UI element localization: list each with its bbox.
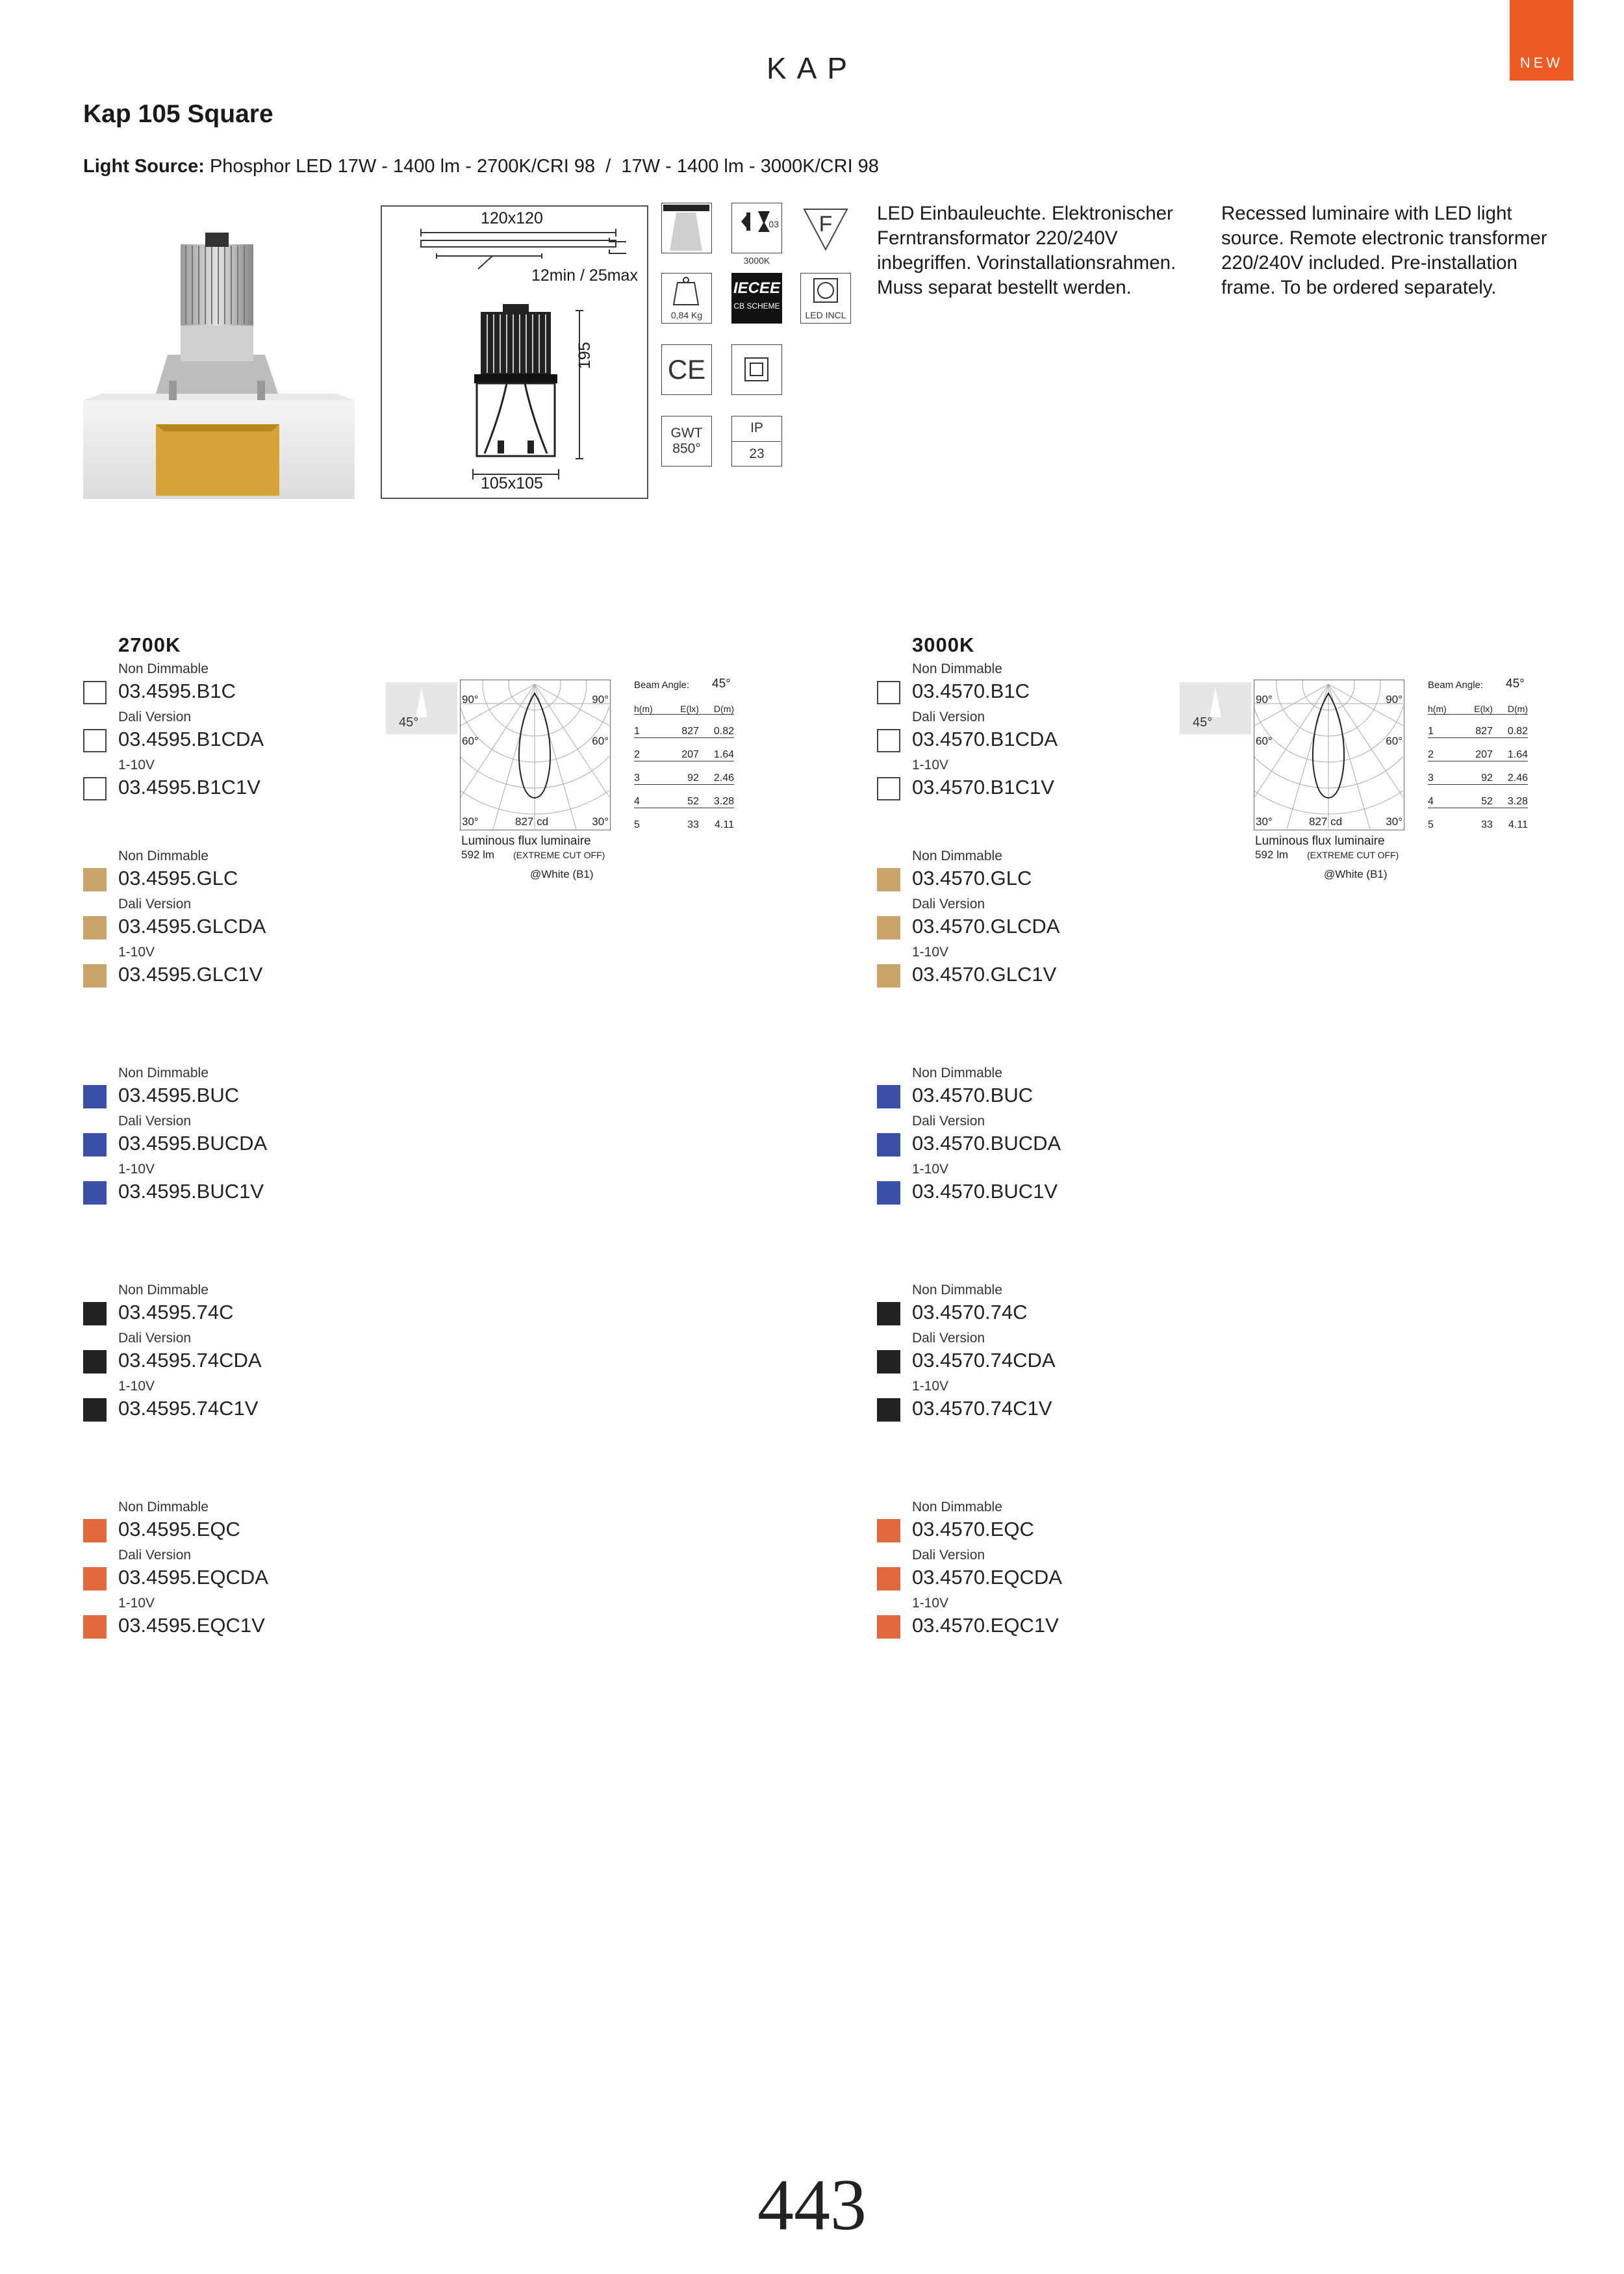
product-code: 03.4570.BUC <box>912 1084 1034 1106</box>
variant-type-label: Dali Version <box>912 897 985 912</box>
product-code: 03.4595.BUCDA <box>118 1132 268 1155</box>
variant-type-label: 1-10V <box>912 1596 949 1611</box>
variant-type-label: Non Dimmable <box>912 1066 1002 1080</box>
variant-type-label: 1-10V <box>118 1596 155 1611</box>
table-cell: 4.11 <box>1508 819 1528 830</box>
temp-heading-3000K: 3000K <box>912 633 975 656</box>
table-row <box>1428 761 1528 785</box>
weight-scale-icon <box>662 274 711 310</box>
finish-swatch <box>83 868 107 891</box>
illuminance-table <box>634 691 734 831</box>
product-code: 03.4570.GLC1V <box>912 963 1057 986</box>
finish-swatch <box>877 1615 900 1639</box>
finish-swatch <box>83 1567 107 1591</box>
product-code: 03.4570.EQC <box>912 1518 1034 1540</box>
light-source-text: Phosphor LED 17W - 1400 lm - 2700K/CRI 98 / 17W - 1400 lm - 3000K/CRI 98 <box>209 156 879 177</box>
table-cell: 4.11 <box>715 819 734 830</box>
table-cell: 2 <box>1428 738 1460 761</box>
finish-swatch <box>877 1085 900 1108</box>
variant-type-label: Dali Version <box>912 1548 985 1563</box>
variant-type-label: 1-10V <box>118 945 155 960</box>
polar-deg90-left: 90° <box>462 693 479 706</box>
product-code: 03.4570.EQC1V <box>912 1614 1059 1637</box>
white-finish-swatch <box>877 777 900 800</box>
variant-type-label: Dali Version <box>912 709 985 724</box>
flux-label: Luminous flux luminaire <box>1255 834 1385 848</box>
variant-type-label: 1-10V <box>912 1162 949 1177</box>
product-code: 03.4570.B1C1V <box>912 776 1054 798</box>
table-cell: 3 <box>1428 761 1460 785</box>
beam-angle-icon <box>386 682 457 734</box>
led-incl-icon <box>800 273 851 324</box>
table-cell: 4 <box>1428 785 1460 808</box>
finish-swatch <box>83 1350 107 1373</box>
energy-class-value: 03 <box>768 219 779 229</box>
white-finish-swatch <box>83 729 107 752</box>
variant-type-label: Non Dimmable <box>118 849 209 863</box>
polar-curve-svg <box>1254 680 1403 829</box>
table-header: E(lx) <box>1460 691 1493 715</box>
height-label: 195 <box>576 342 594 369</box>
double-square-icon <box>732 345 781 394</box>
variant-type-label: Dali Version <box>118 1114 192 1129</box>
product-code: 03.4595.EQC1V <box>118 1614 265 1637</box>
table-cell: 3 <box>634 761 666 785</box>
cutoff-label: (EXTREME CUT OFF) <box>513 850 605 860</box>
iecee-label: IECEE <box>733 279 781 297</box>
flux-value: 592 lm <box>1255 849 1289 861</box>
product-code: 03.4595.GLC <box>118 867 238 889</box>
product-code: 03.4595.74CDA <box>118 1349 262 1372</box>
table-cell: 33 <box>1481 819 1493 830</box>
variant-type-label: Non Dimmable <box>912 661 1002 676</box>
product-code: 03.4595.74C1V <box>118 1397 259 1420</box>
table-cell: 827 <box>666 715 699 738</box>
finish-swatch <box>83 916 107 939</box>
product-code: 03.4570.EQCDA <box>912 1566 1062 1589</box>
product-code: 03.4570.GLCDA <box>912 915 1060 938</box>
table-cell: 1 <box>1428 715 1460 738</box>
variant-type-label: Non Dimmable <box>912 1283 1002 1297</box>
table-cell: 3.28 <box>699 785 734 808</box>
beam-angle-caption: Beam Angle: <box>634 680 690 691</box>
product-code: 03.4595.BUC1V <box>118 1180 264 1203</box>
ip-label: IP <box>750 420 763 435</box>
f-mark-icon <box>800 203 851 253</box>
variant-type-label: Dali Version <box>118 1548 192 1563</box>
product-code: 03.4595.EQCDA <box>118 1566 268 1589</box>
table-cell: 52 <box>1460 785 1493 808</box>
variant-type-label: Non Dimmable <box>912 1500 1002 1514</box>
polar-deg60-left: 60° <box>1256 735 1273 747</box>
finish-swatch <box>83 1181 107 1205</box>
product-code: 03.4570.74CDA <box>912 1349 1056 1372</box>
variant-type-label: Dali Version <box>118 1331 192 1346</box>
table-cell: 4 <box>634 785 666 808</box>
variant-type-label: Non Dimmable <box>912 849 1002 863</box>
beam-cone-icon <box>386 682 457 734</box>
product-title: Kap 105 Square <box>83 100 273 128</box>
product-code: 03.4570.B1CDA <box>912 728 1058 750</box>
optic-icon <box>661 203 712 253</box>
thickness-label: 12min / 25max <box>531 266 638 285</box>
product-photo-svg <box>83 205 355 499</box>
variant-type-label: Non Dimmable <box>118 1066 209 1080</box>
table-header: h(m) <box>634 691 666 715</box>
variant-type-label: 1-10V <box>912 1379 949 1394</box>
table-cell: 207 <box>666 738 699 761</box>
table-cell: 52 <box>666 785 699 808</box>
gwt-label: GWT <box>670 426 703 441</box>
beam-angle-icon <box>1180 682 1251 734</box>
product-code: 03.4595.GLC1V <box>118 963 263 986</box>
flux-value: 592 lm <box>461 849 495 861</box>
finish-swatch <box>877 1133 900 1156</box>
finish-swatch <box>83 1398 107 1422</box>
table-header: D(m) <box>1493 691 1528 715</box>
class-ii-icon <box>731 344 782 395</box>
product-code: 03.4570.74C <box>912 1301 1028 1323</box>
finish-swatch <box>877 1519 900 1542</box>
ip-divider <box>732 441 781 442</box>
table-header: E(lx) <box>666 691 699 715</box>
beam-angle-label: 45° <box>1193 715 1213 730</box>
light-source-label: Light Source: <box>83 156 205 177</box>
white-finish-swatch <box>83 777 107 800</box>
beam-angle-value: 45° <box>1506 677 1525 691</box>
technical-drawing <box>381 205 648 499</box>
product-code: 03.4570.BUCDA <box>912 1132 1061 1155</box>
variant-type-label: Dali Version <box>912 1331 985 1346</box>
description-en: Recessed luminaire with LED light source. Remote electronic transformer 220/240V included. Pre-installation frame. To be ordered separately. <box>1221 203 1547 298</box>
table-row <box>634 808 734 832</box>
iecee-sub: CB SCHEME <box>733 301 780 311</box>
beam-cone-icon <box>1180 682 1251 734</box>
variant-type-label: Non Dimmable <box>118 1283 209 1297</box>
product-code: 03.4570.B1C <box>912 680 1030 702</box>
ce-label: CE <box>667 354 706 385</box>
table-cell: 1.64 <box>1493 738 1528 761</box>
finish-swatch <box>83 1085 107 1108</box>
brand-title: KAP <box>766 51 858 85</box>
iecee-icon <box>731 273 782 324</box>
table-cell: 1 <box>634 715 666 738</box>
product-code: 03.4570.GLC <box>912 867 1032 889</box>
led-bulb-icon <box>801 274 850 310</box>
product-code: 03.4595.74C <box>118 1301 234 1323</box>
energy-temp-value: 3000K <box>743 255 770 266</box>
frame-size-label: 120x120 <box>481 209 543 227</box>
table-row <box>634 785 734 808</box>
drawing-svg <box>382 207 647 498</box>
finish-swatch <box>83 1615 107 1639</box>
table-row <box>634 715 734 738</box>
ip-icon <box>731 416 782 466</box>
weight-value: 0,84 Kg <box>670 310 703 320</box>
table-row <box>1428 738 1528 761</box>
table-header: h(m) <box>1428 691 1460 715</box>
finish-label: @White (B1) <box>530 868 594 880</box>
beam-angle-caption: Beam Angle: <box>1428 680 1484 691</box>
table-row <box>1428 785 1528 808</box>
table-cell: 207 <box>1460 738 1493 761</box>
beam-angle-label: 45° <box>399 715 419 730</box>
finish-swatch <box>877 1302 900 1325</box>
led-incl-label: LED INCL <box>805 310 846 320</box>
product-code: 03.4595.B1C1V <box>118 776 260 798</box>
variant-type-label: 1-10V <box>118 1379 155 1394</box>
polar-deg30-right: 30° <box>1386 815 1402 828</box>
table-cell: 5 <box>1428 819 1434 830</box>
polar-deg90-right: 90° <box>1386 693 1402 706</box>
weight-icon <box>661 273 712 324</box>
polar-deg60-right: 60° <box>592 735 609 747</box>
page-number: 443 <box>757 2165 867 2245</box>
variant-type-label: Dali Version <box>118 897 192 912</box>
polar-deg30-right: 30° <box>592 815 609 828</box>
table-cell: 2 <box>634 738 666 761</box>
polar-cd: 827 cd <box>1309 815 1343 828</box>
table-header: D(m) <box>699 691 734 715</box>
beam-optic-icon <box>662 203 711 252</box>
finish-swatch <box>877 1350 900 1373</box>
flux-label: Luminous flux luminaire <box>461 834 591 848</box>
table-cell: 3.28 <box>1493 785 1528 808</box>
variant-type-label: 1-10V <box>118 1162 155 1177</box>
finish-swatch <box>83 1133 107 1156</box>
table-row <box>634 761 734 785</box>
gwt-icon <box>661 416 712 466</box>
light-source-line <box>83 156 879 177</box>
variant-type-label: Non Dimmable <box>118 661 209 676</box>
table-cell: 0.82 <box>1493 715 1528 738</box>
finish-swatch <box>877 868 900 891</box>
product-code: 03.4595.B1CDA <box>118 728 264 750</box>
polar-deg90-left: 90° <box>1256 693 1273 706</box>
polar-curve-svg <box>461 680 609 829</box>
polar-deg30-left: 30° <box>462 815 479 828</box>
polar-deg30-left: 30° <box>1256 815 1273 828</box>
finish-swatch <box>877 1567 900 1591</box>
white-finish-swatch <box>83 681 107 704</box>
white-finish-swatch <box>877 729 900 752</box>
product-photo <box>83 205 355 499</box>
white-finish-swatch <box>877 681 900 704</box>
variant-type-label: Dali Version <box>118 709 192 724</box>
polar-deg90-right: 90° <box>592 693 609 706</box>
product-code: 03.4595.EQC <box>118 1518 240 1540</box>
table-cell: 0.82 <box>699 715 734 738</box>
finish-swatch <box>83 964 107 988</box>
polar-cd: 827 cd <box>515 815 549 828</box>
table-cell: 33 <box>687 819 699 830</box>
ip-value: 23 <box>749 446 765 461</box>
finish-swatch <box>83 1519 107 1542</box>
finish-swatch <box>877 964 900 988</box>
product-code: 03.4570.74C1V <box>912 1397 1052 1420</box>
variant-type-label: 1-10V <box>118 758 155 773</box>
f-mark-letter: F <box>818 212 833 236</box>
polar-diagram <box>460 680 611 830</box>
new-badge-label: NEW <box>1519 55 1564 71</box>
table-cell: 827 <box>1460 715 1493 738</box>
cutoff-label: (EXTREME CUT OFF) <box>1307 850 1399 860</box>
table-header-row <box>1428 691 1528 715</box>
product-code: 03.4595.B1C <box>118 680 236 702</box>
gwt-value: 850° <box>672 441 701 456</box>
beam-angle-value: 45° <box>712 677 731 691</box>
product-code: 03.4570.BUC1V <box>912 1180 1058 1203</box>
variant-type-label: Non Dimmable <box>118 1500 209 1514</box>
table-cell: 1.64 <box>699 738 734 761</box>
variant-type-label: 1-10V <box>912 945 949 960</box>
ce-icon <box>661 344 712 395</box>
variant-type-label: Dali Version <box>912 1114 985 1129</box>
variant-type-label: 1-10V <box>912 758 949 773</box>
finish-swatch <box>83 1302 107 1325</box>
table-row <box>634 738 734 761</box>
polar-deg60-right: 60° <box>1386 735 1402 747</box>
description-de: LED Einbauleuchte. Elektronischer Ferntransformator 220/240V inbegriffen. Vorinstallationsrahmen. Muss separat bestellt werden. <box>877 203 1176 298</box>
finish-label: @White (B1) <box>1324 868 1388 880</box>
energy-label-icon <box>731 203 782 266</box>
table-cell: 2.46 <box>699 761 734 785</box>
new-badge <box>1510 0 1573 81</box>
finish-swatch <box>877 1181 900 1205</box>
illuminance-table <box>1428 691 1528 831</box>
table-cell: 5 <box>634 819 640 830</box>
finish-swatch <box>877 1398 900 1422</box>
product-code: 03.4595.BUC <box>118 1084 240 1106</box>
cutout-label: 105x105 <box>481 474 543 492</box>
table-cell: 92 <box>1460 761 1493 785</box>
table-row <box>1428 715 1528 738</box>
finish-swatch <box>877 916 900 939</box>
table-cell: 2.46 <box>1493 761 1528 785</box>
temp-heading-2700K: 2700K <box>118 633 181 656</box>
table-header-row <box>634 691 734 715</box>
polar-deg60-left: 60° <box>462 735 479 747</box>
table-cell: 92 <box>666 761 699 785</box>
product-code: 03.4595.GLCDA <box>118 915 266 938</box>
table-row <box>1428 808 1528 832</box>
polar-diagram <box>1254 680 1404 830</box>
